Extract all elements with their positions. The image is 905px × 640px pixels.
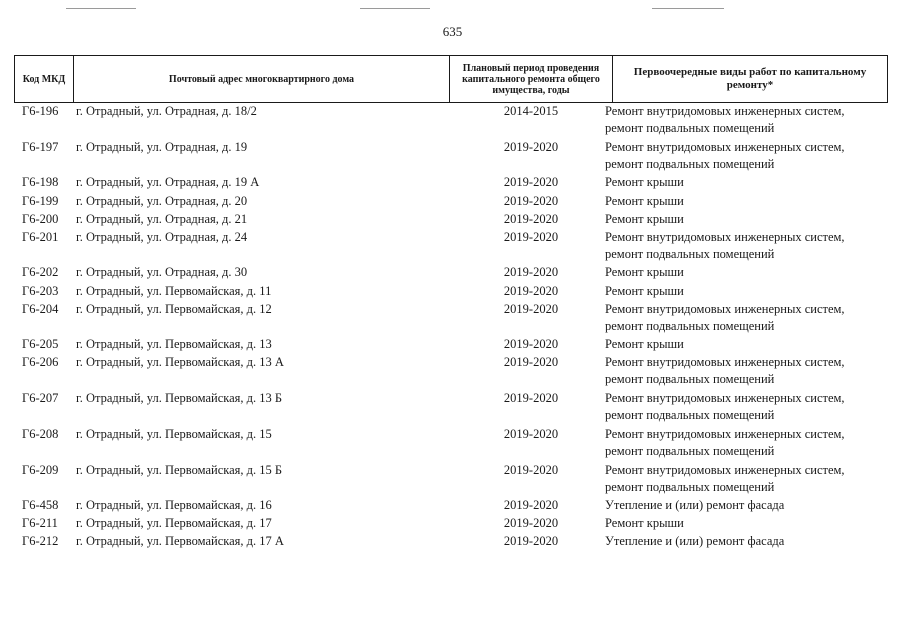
cell-works <box>605 533 885 550</box>
cell-code: Г6-201 <box>22 229 59 244</box>
cell-period: 2019-2020 <box>503 534 559 549</box>
cell-address: г. Отрадный, ул. Отрадная, д. 19 <box>76 139 248 154</box>
cell-period: 2019-2020 <box>503 516 559 531</box>
works-line: Утепление и (или) ремонт фасада <box>605 534 785 549</box>
header-works: Первоочередные виды работ по капитальному ремонту* <box>633 66 867 91</box>
cell-period: 2019-2020 <box>503 175 559 190</box>
works-line: Ремонт внутридомовых инженерных систем, <box>605 391 845 406</box>
works-line: ремонт подвальных помещений <box>605 408 775 423</box>
cell-works <box>605 515 885 532</box>
works-line: Ремонт внутридомовых инженерных систем, <box>605 104 845 118</box>
cell-address: г. Отрадный, ул. Первомайская, д. 17 <box>76 516 272 531</box>
cell-works <box>605 462 885 496</box>
cell-works <box>605 229 885 263</box>
works-line: Ремонт внутридомовых инженерных систем, <box>605 301 845 316</box>
cell-address: г. Отрадный, ул. Первомайская, д. 12 <box>76 301 272 316</box>
cell-period: 2019-2020 <box>503 462 559 477</box>
cell-works <box>605 497 885 514</box>
cell-works <box>605 354 885 388</box>
scan-artifact-left <box>66 8 136 9</box>
cell-works <box>605 264 885 281</box>
works-line: ремонт подвальных помещений <box>605 156 775 171</box>
works-line: Ремонт внутридомовых инженерных систем, <box>605 355 845 370</box>
cell-address: г. Отрадный, ул. Отрадная, д. 21 <box>76 211 248 226</box>
works-line: ремонт подвальных помещений <box>605 246 775 261</box>
cell-period: 2019-2020 <box>503 139 559 154</box>
works-line: Ремонт крыши <box>605 193 684 208</box>
works-line: Ремонт внутридомовых инженерных систем, <box>605 462 845 477</box>
cell-address: г. Отрадный, ул. Отрадная, д. 18/2 <box>76 104 257 118</box>
table-header <box>14 55 888 103</box>
cell-works <box>605 390 885 424</box>
works-line: ремонт подвальных помещений <box>605 318 775 333</box>
cell-code: Г6-204 <box>22 301 59 316</box>
cell-code: Г6-202 <box>22 265 59 280</box>
cell-code: Г6-209 <box>22 462 59 477</box>
works-line: Ремонт крыши <box>605 265 684 280</box>
page-number: 635 <box>442 24 463 39</box>
cell-works <box>605 283 885 300</box>
cell-code: Г6-207 <box>22 391 59 406</box>
cell-code: Г6-198 <box>22 175 59 190</box>
cell-period: 2019-2020 <box>503 193 559 208</box>
cell-code: Г6-205 <box>22 337 59 352</box>
cell-period: 2019-2020 <box>503 426 559 441</box>
cell-address: г. Отрадный, ул. Первомайская, д. 13 Б <box>76 391 283 406</box>
works-line: Ремонт внутридомовых инженерных систем, <box>605 229 845 244</box>
works-line: Ремонт внутридомовых инженерных систем, <box>605 139 845 154</box>
cell-works <box>605 426 885 460</box>
works-line: ремонт подвальных помещений <box>605 121 775 135</box>
cell-period: 2014-2015 <box>503 104 559 118</box>
cell-address: г. Отрадный, ул. Отрадная, д. 19 А <box>76 175 260 190</box>
cell-address: г. Отрадный, ул. Отрадная, д. 24 <box>76 229 248 244</box>
cell-code: Г6-200 <box>22 211 59 226</box>
cell-period: 2019-2020 <box>503 337 559 352</box>
cell-address: г. Отрадный, ул. Отрадная, д. 30 <box>76 265 248 280</box>
cell-period: 2019-2020 <box>503 391 559 406</box>
cell-code: Г6-197 <box>22 139 59 154</box>
cell-address: г. Отрадный, ул. Первомайская, д. 11 <box>76 283 272 298</box>
scan-artifact-right <box>652 8 724 9</box>
cell-address: г. Отрадный, ул. Первомайская, д. 17 А <box>76 534 284 549</box>
cell-works <box>605 301 885 335</box>
cell-code: Г6-199 <box>22 193 59 208</box>
cell-works <box>605 211 885 228</box>
works-line: Ремонт крыши <box>605 283 684 298</box>
cell-works <box>605 193 885 210</box>
cell-code: Г6-206 <box>22 355 59 370</box>
cell-code: Г6-196 <box>22 104 59 118</box>
works-line: ремонт подвальных помещений <box>605 372 775 387</box>
cell-code: Г6-203 <box>22 283 59 298</box>
works-line: ремонт подвальных помещений <box>605 443 775 458</box>
works-line: Ремонт крыши <box>605 175 684 190</box>
cell-period: 2019-2020 <box>503 265 559 280</box>
cell-period: 2019-2020 <box>503 283 559 298</box>
cell-works <box>605 174 885 191</box>
works-line: ремонт подвальных помещений <box>605 479 775 494</box>
cell-works <box>605 336 885 353</box>
cell-period: 2019-2020 <box>503 355 559 370</box>
works-line: Ремонт крыши <box>605 211 684 226</box>
cell-address: г. Отрадный, ул. Первомайская, д. 13 <box>76 337 272 352</box>
header-address: Почтовый адрес многоквартирного дома <box>74 56 450 102</box>
header-period: Плановый период проведения капитального ремонта общего имущества, годы <box>450 56 613 102</box>
works-line: Ремонт крыши <box>605 337 684 352</box>
cell-address: г. Отрадный, ул. Отрадная, д. 20 <box>76 193 248 208</box>
cell-code: Г6-458 <box>22 498 59 513</box>
cell-code: Г6-208 <box>22 426 59 441</box>
cell-works <box>605 103 885 137</box>
cell-code: Г6-211 <box>22 516 58 531</box>
works-line: Утепление и (или) ремонт фасада <box>605 498 785 513</box>
cell-address: г. Отрадный, ул. Первомайская, д. 16 <box>76 498 272 513</box>
cell-code: Г6-212 <box>22 534 59 549</box>
works-line: Ремонт крыши <box>605 516 684 531</box>
cell-address: г. Отрадный, ул. Первомайская, д. 13 А <box>76 355 284 370</box>
cell-works <box>605 139 885 173</box>
cell-period: 2019-2020 <box>503 498 559 513</box>
cell-address: г. Отрадный, ул. Первомайская, д. 15 Б <box>76 462 283 477</box>
cell-address: г. Отрадный, ул. Первомайская, д. 15 <box>76 426 272 441</box>
cell-period: 2019-2020 <box>503 301 559 316</box>
header-code: Код МКД <box>15 56 74 102</box>
scan-artifact-center <box>360 8 430 9</box>
cell-period: 2019-2020 <box>503 229 559 244</box>
cell-period: 2019-2020 <box>503 211 559 226</box>
works-line: Ремонт внутридомовых инженерных систем, <box>605 426 845 441</box>
